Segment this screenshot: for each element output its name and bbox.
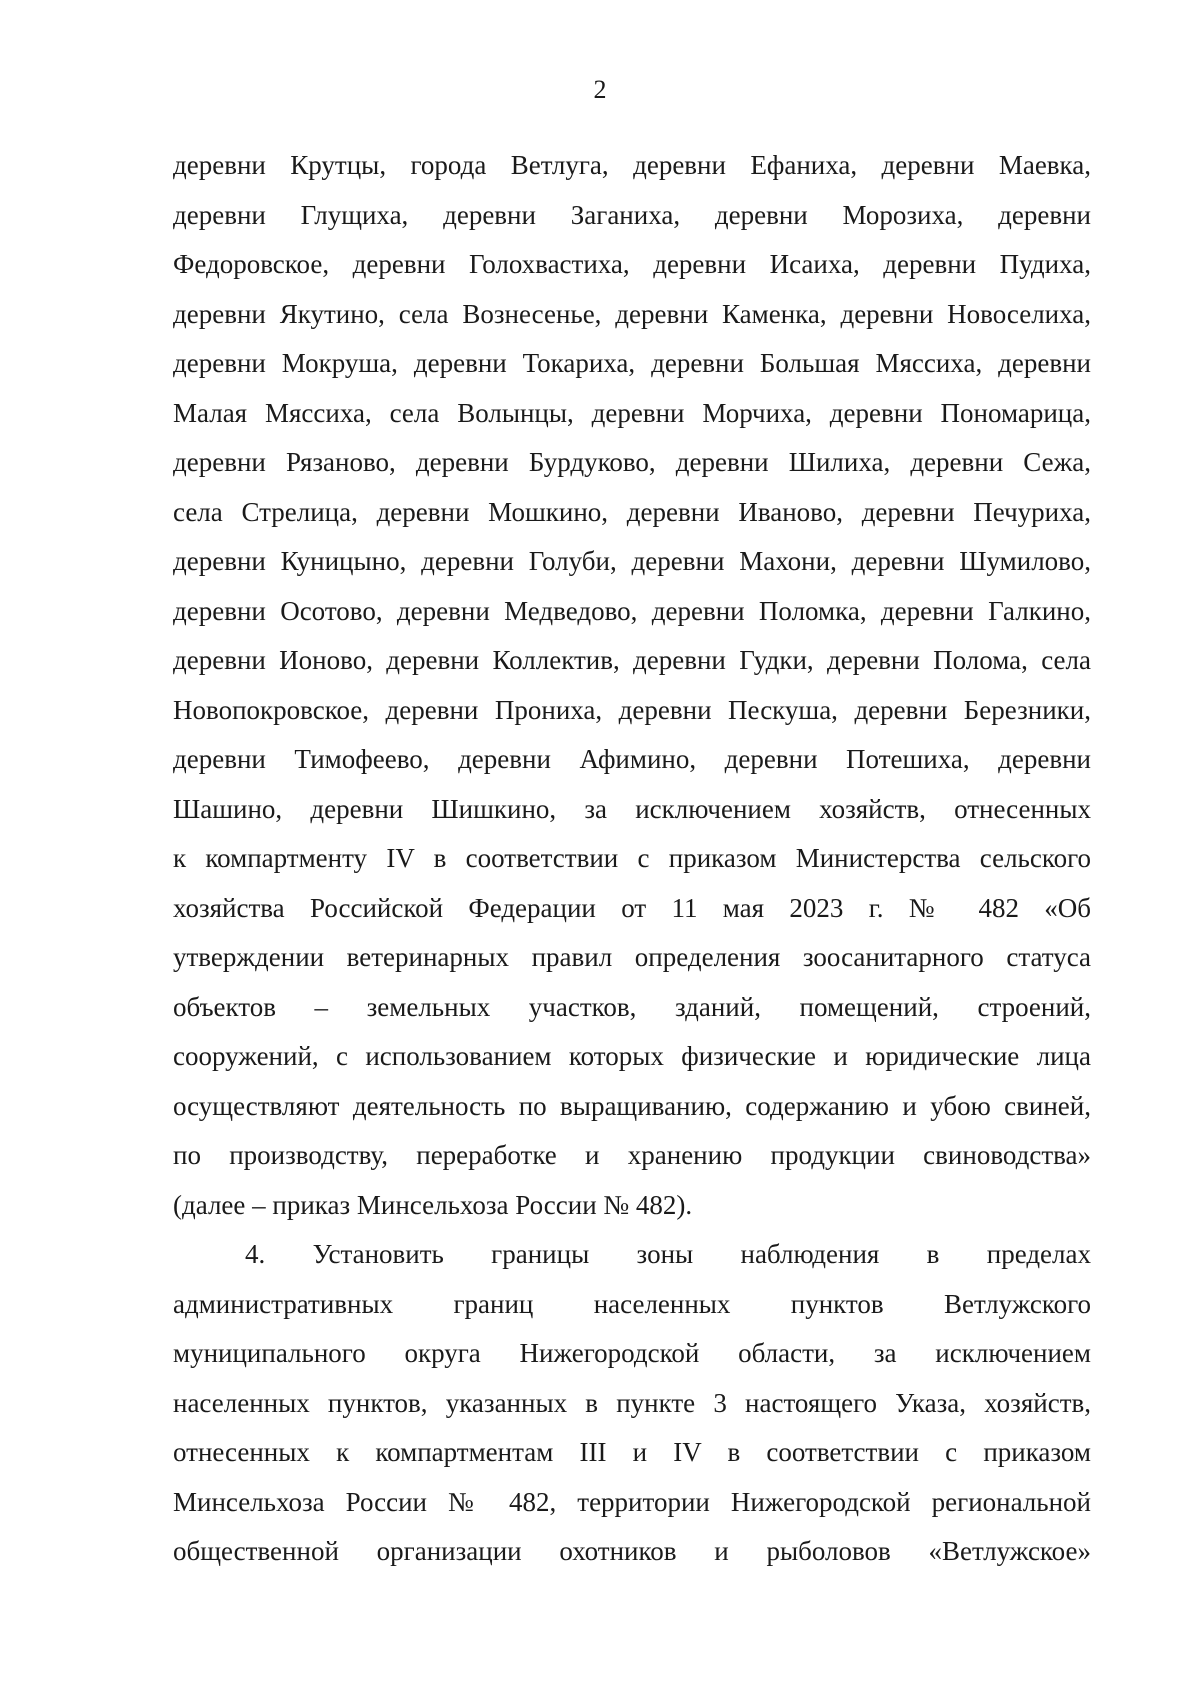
text-line: Шашино, деревни Шишкино, за исключением хозяйств, отнесенных — [173, 793, 1091, 824]
text-line: Малая Мяссиха, села Волынцы, деревни Морчиха, деревни Пономарица, — [173, 397, 1091, 428]
text-line: объектов – земельных участков, зданий, помещений, строений, — [173, 991, 1091, 1022]
text-line: осуществляют деятельность по выращиванию, содержанию и убою свиней, — [173, 1090, 1091, 1121]
text-line: хозяйства Российской Федерации от 11 мая 2023 г. № 482 «Об — [173, 892, 1091, 923]
text-line: деревни Глущиха, деревни Заганиха, деревни Морозиха, деревни — [173, 199, 1091, 230]
text-line: деревни Рязаново, деревни Бурдуково, деревни Шилиха, деревни Сежа, — [173, 447, 1091, 477]
text-line: деревни Тимофеево, деревни Афимино, деревни Потешиха, деревни — [173, 744, 1091, 774]
text-line: муниципального округа Нижегородской области, за исключением — [173, 1338, 1091, 1368]
text-line: деревни Мокруша, деревни Токариха, деревни Большая Мяссиха, деревни — [173, 348, 1091, 378]
text-line: Минсельхоза России № 482, территории Нижегородской региональной — [173, 1486, 1091, 1517]
text-line: деревни Якутино, села Вознесенье, деревни Каменка, деревни Новоселиха, — [173, 298, 1091, 329]
page-number: 2 — [593, 75, 607, 104]
text-line: общественной организации охотников и рыболовов «Ветлужское» — [173, 1536, 1091, 1566]
text-line: Федоровское, деревни Голохвастиха, деревни Исаиха, деревни Пудиха, — [173, 249, 1091, 279]
text-line: утверждении ветеринарных правил определения зоосанитарного статуса — [173, 942, 1091, 972]
text-line: деревни Крутцы, города Ветлуга, деревни Ефаниха, деревни Маевка, — [173, 150, 1091, 180]
text-line: села Стрелица, деревни Мошкино, деревни Иваново, деревни Печуриха, — [173, 496, 1091, 527]
text-line: отнесенных к компартментам III и IV в соответствии с приказом — [173, 1437, 1091, 1467]
text-line: населенных пунктов, указанных в пункте 3 настоящего Указа, хозяйств, — [173, 1387, 1091, 1418]
body-text — [173, 141, 1091, 1577]
text-line: деревни Куницыно, деревни Голуби, деревни Махони, деревни Шумилово, — [173, 546, 1091, 576]
text-line: административных границ населенных пунктов Ветлужского — [173, 1288, 1091, 1319]
paragraph-start-line: 4. Установить границы зоны наблюдения в пределах — [245, 1239, 1091, 1269]
paragraph-end-line: (далее – приказ Минсельхоза России № 482). — [173, 1189, 693, 1220]
text-line: сооружений, с использованием которых физические и юридические лица — [173, 1041, 1091, 1071]
text-line: к компартменту IV в соответствии с приказом Министерства сельского — [173, 843, 1091, 873]
text-line: деревни Ионово, деревни Коллектив, деревни Гудки, деревни Полома, села — [173, 645, 1091, 675]
text-line: Новопокровское, деревни Прониха, деревни Пескуша, деревни Березники, — [173, 694, 1091, 725]
text-line: деревни Осотово, деревни Медведово, деревни Поломка, деревни Галкино, — [173, 595, 1091, 626]
text-line: по производству, переработке и хранению продукции свиноводства» — [173, 1140, 1091, 1170]
